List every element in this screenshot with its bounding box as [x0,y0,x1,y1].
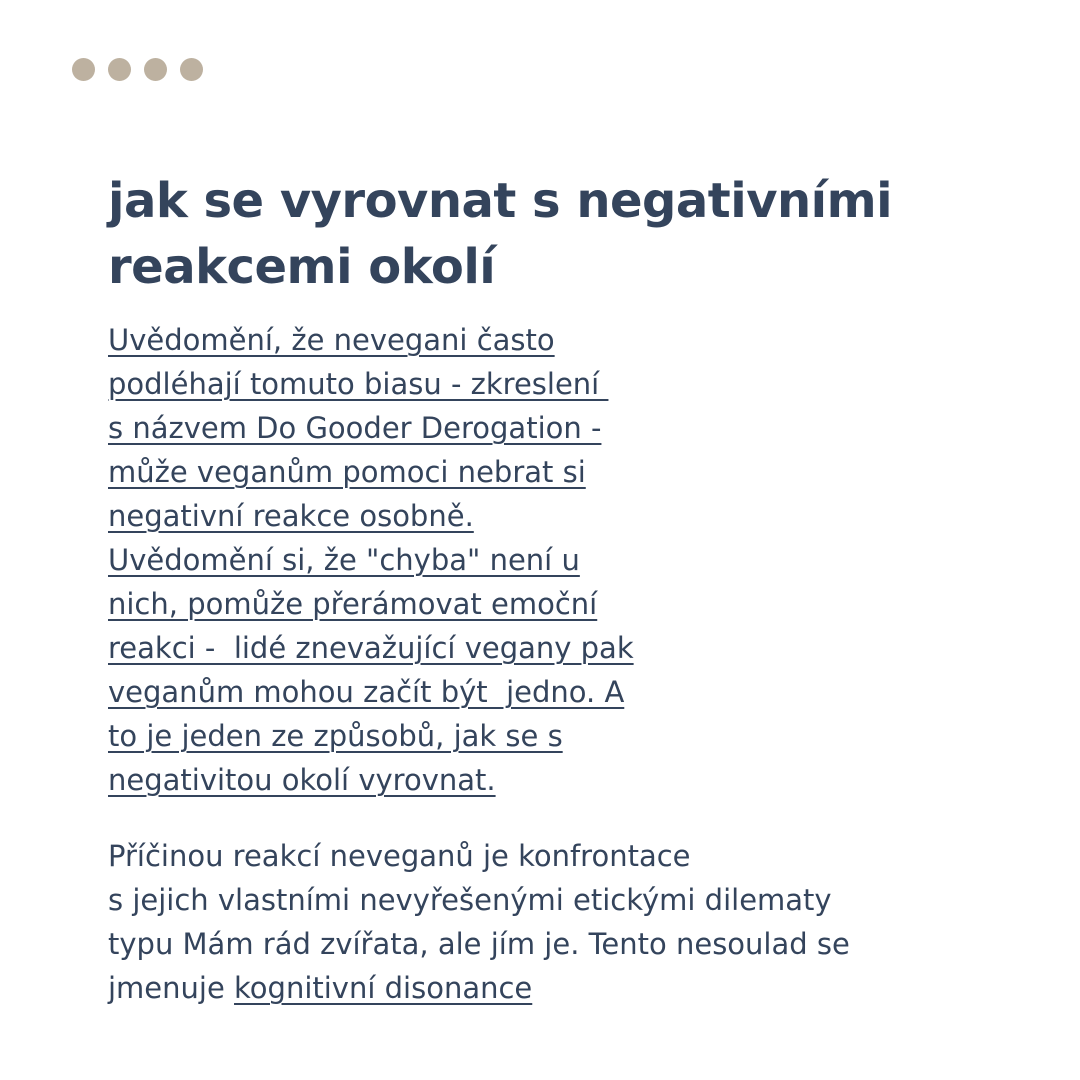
linked-line[interactable]: reakci - lidé znevažující vegany pak [108,631,634,665]
linked-line[interactable]: s názvem Do Gooder Derogation - [108,411,602,445]
dot-icon [144,58,167,81]
linked-line[interactable]: Uvědomění si, že "chyba" není u [108,543,580,577]
page-title [108,168,1008,300]
dot-icon [180,58,203,81]
linked-line[interactable]: negativitou okolí vyrovnat. [108,763,496,797]
body-line-1: Příčinou reakcí neveganů je konfrontace [108,839,691,873]
linked-paragraph[interactable] [108,318,748,802]
linked-line[interactable]: Uvědomění, že nevegani často [108,323,555,357]
dot-icon [72,58,95,81]
body-line-2: s jejich vlastními nevyřešenými etickými dilematy [108,883,832,917]
dot-icon [108,58,131,81]
cognitive-dissonance-link[interactable]: kognitivní disonance [234,971,533,1005]
decorative-dots [72,58,203,81]
body-paragraph [108,834,1008,1010]
title-line-2: reakcemi okolí [108,239,496,295]
title-line-1: jak se vyrovnat s negativními [108,173,893,229]
body-line-3: typu Mám rád zvířata, ale jím je. Tento nesoulad se [108,927,850,961]
linked-line[interactable]: veganům mohou začít být jedno. A [108,675,625,709]
linked-line[interactable]: nich, pomůže přerámovat emoční [108,587,598,621]
linked-line[interactable]: podléhají tomuto biasu - zkreslení [108,367,609,401]
linked-line[interactable]: to je jeden ze způsobů, jak se s [108,719,563,753]
body-line-4 [108,966,1008,1010]
linked-line[interactable]: může veganům pomoci nebrat si [108,455,586,489]
body-line-4-prefix: jmenuje [108,971,235,1005]
linked-line[interactable]: negativní reakce osobně. [108,499,474,533]
